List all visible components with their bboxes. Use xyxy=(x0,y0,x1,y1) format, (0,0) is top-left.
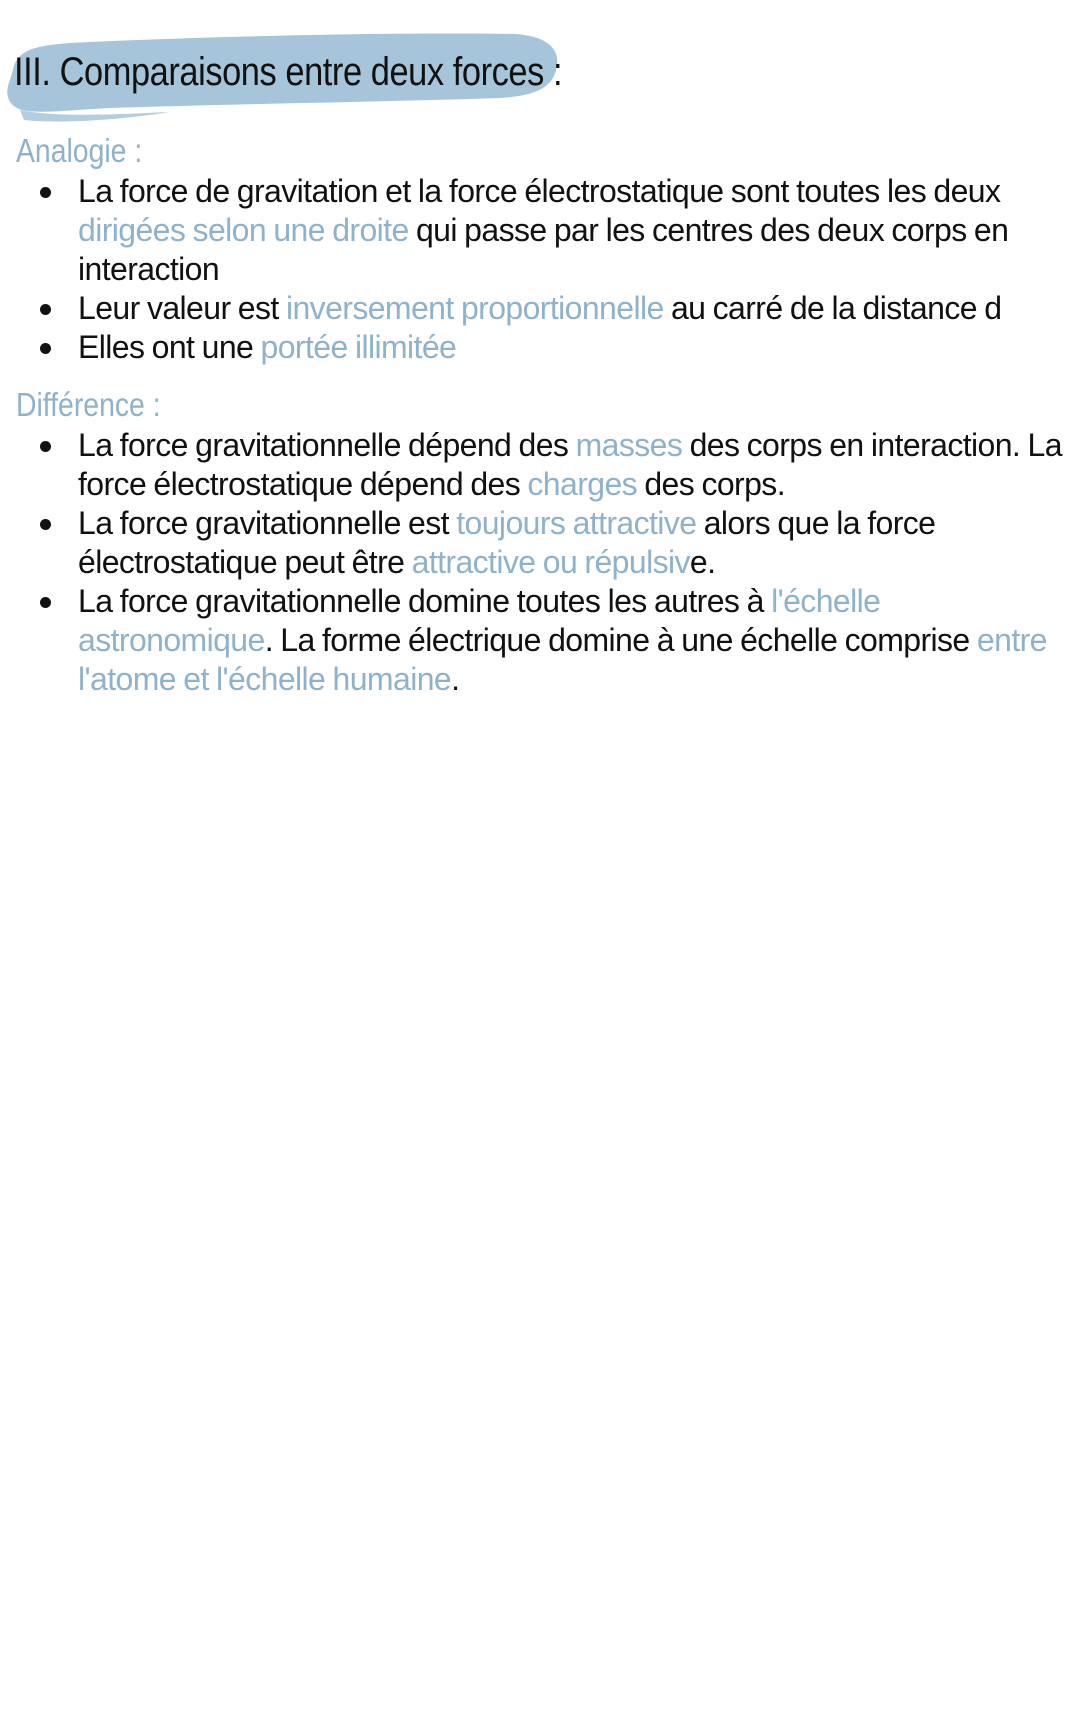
highlighted-term: toujours attractive xyxy=(456,505,697,541)
text-segment: alors que la force électrostatique peut être xyxy=(78,505,936,580)
text-segment: . xyxy=(451,661,460,697)
highlighted-term: l'échelle astronomique xyxy=(78,583,881,658)
text-segment: La force gravitationnelle est xyxy=(78,505,457,541)
text-segment: . La forme électrique domine à une échelle comprise xyxy=(264,622,977,658)
text-segment: Elles ont une xyxy=(78,329,261,365)
bullet-icon xyxy=(40,441,51,452)
analogie-label: Analogie : xyxy=(16,132,143,169)
text-segment: des corps en interaction. La force électrostatique dépend des xyxy=(78,427,1062,502)
bullet-icon xyxy=(40,304,51,315)
list-item xyxy=(0,426,1080,504)
bullet-icon xyxy=(40,187,51,198)
list-item xyxy=(0,172,1080,289)
analogie-list xyxy=(0,172,1080,367)
list-item xyxy=(0,582,1080,699)
highlighted-term: portée illimitée xyxy=(260,329,457,365)
text-segment: e. xyxy=(689,544,716,580)
highlighted-term: charges xyxy=(527,466,638,502)
list-item-text xyxy=(78,328,1080,367)
difference-label: Différence : xyxy=(16,386,161,423)
highlighted-term: inversement proportionnelle xyxy=(285,290,664,326)
list-item-text xyxy=(78,504,1080,582)
list-item-text xyxy=(78,426,1080,504)
text-segment: des corps. xyxy=(637,466,785,502)
text-segment: au carré de la distance d xyxy=(663,290,1002,326)
highlighted-term: dirigées selon une droite xyxy=(78,212,409,248)
text-segment: qui passe par les centres des deux corps en interaction xyxy=(78,212,1009,287)
text-segment: Leur valeur est xyxy=(78,290,286,326)
list-item-text xyxy=(78,582,1080,699)
bullet-icon xyxy=(40,343,51,354)
bullet-icon xyxy=(40,597,51,608)
list-item-text xyxy=(78,289,1080,328)
list-item-text xyxy=(78,172,1080,289)
text-segment: La force de gravitation et la force électrostatique sont toutes les deux xyxy=(78,173,1001,209)
highlighted-term: entre l'atome et l'échelle humaine xyxy=(78,622,1047,697)
title-highlight xyxy=(0,14,580,126)
list-item xyxy=(0,328,1080,367)
bullet-icon xyxy=(40,519,51,530)
list-item xyxy=(0,289,1080,328)
difference-list xyxy=(0,426,1080,699)
highlighted-term: masses xyxy=(575,427,683,463)
list-item xyxy=(0,504,1080,582)
page-title: III. Comparaisons entre deux forces : xyxy=(14,50,563,94)
text-segment: La force gravitationnelle domine toutes les autres à xyxy=(78,583,772,619)
text-segment: La force gravitationnelle dépend des xyxy=(78,427,576,463)
highlighted-term: attractive ou répulsiv xyxy=(411,544,690,580)
